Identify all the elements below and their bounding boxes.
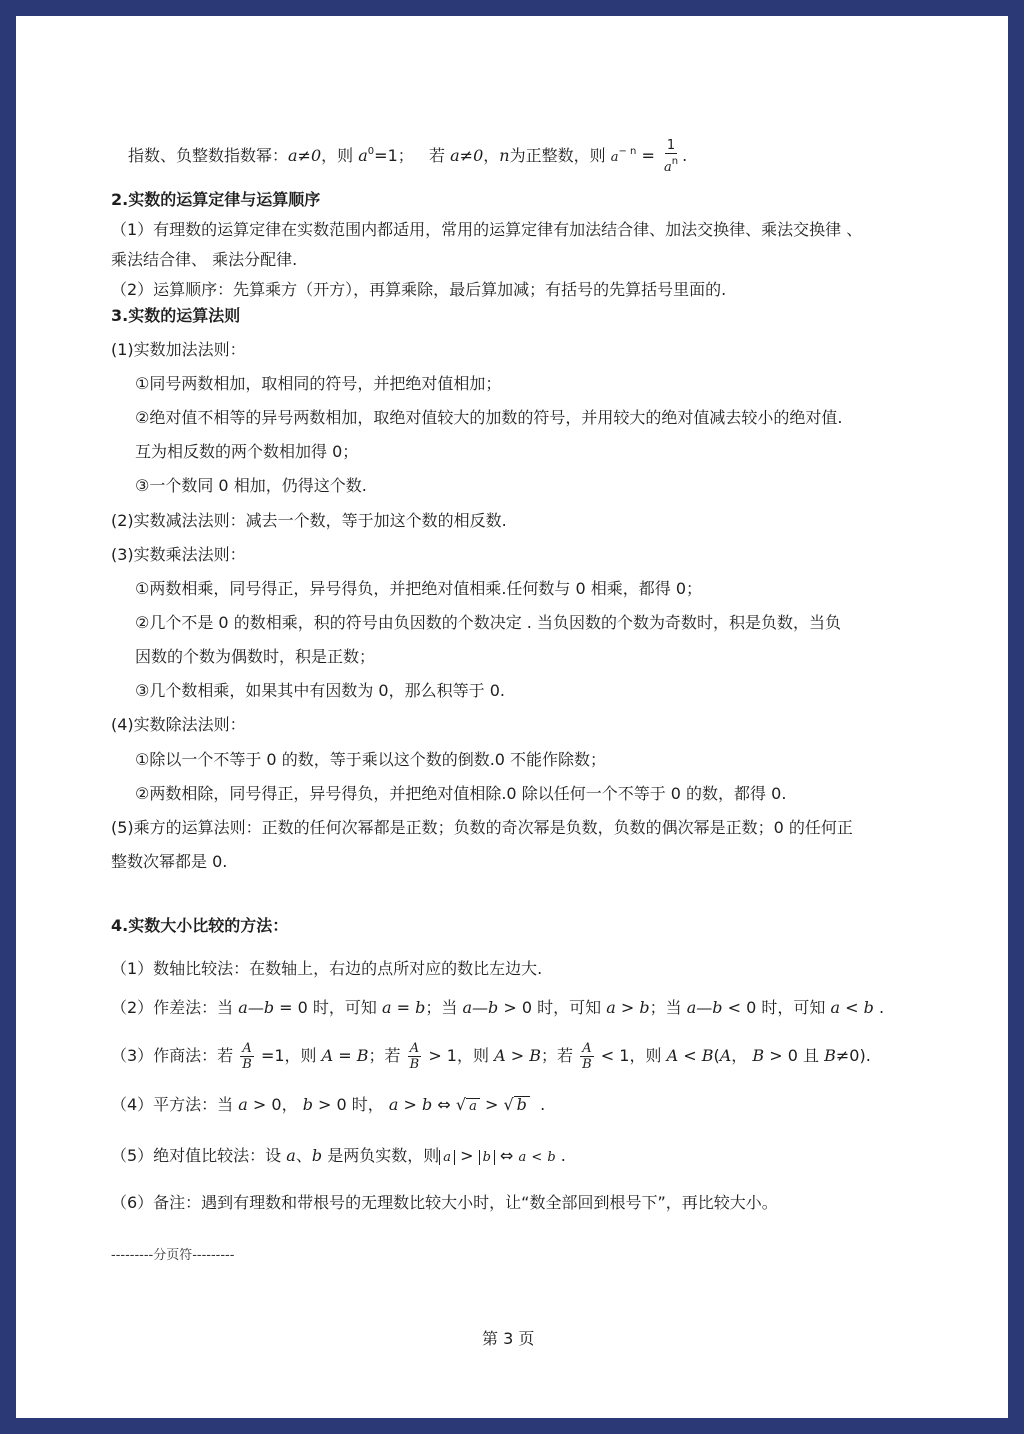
text: ≠0). (835, 1046, 871, 1065)
math-var: a (286, 1146, 296, 1165)
math-var: B (529, 1046, 542, 1065)
math-var: A (494, 1046, 506, 1065)
section-2-paragraph-1b: 乘法结合律、 乘法分配律. (111, 250, 298, 269)
text: =1，则 (260, 1046, 317, 1065)
method-6-note: （6）备注：遇到有理数和带根号的无理数比较大小时，让“数全部回到根号下”，再比较大小。 (111, 1193, 778, 1212)
text: 是两负实数，则 (327, 1146, 440, 1165)
text: < 0 时，可知 (727, 998, 826, 1017)
math-var: a (610, 150, 619, 165)
multiplication-rule-3: ③几个数相乘，如果其中有因数为 0，那么积等于 0. (135, 681, 505, 700)
fraction-a-over-b (408, 1041, 422, 1072)
math-var: a (388, 1095, 399, 1114)
math-var: b (863, 998, 874, 1017)
math-expr: a—b (686, 998, 723, 1017)
text: < 1，则 (600, 1046, 662, 1065)
text: ；若 (541, 1046, 574, 1065)
fraction-numerator: A (242, 1041, 252, 1056)
section-2-heading: 2.实数的运算定律与运算顺序 (111, 190, 321, 209)
equivalence-arrow-icon: ⇔ (437, 1095, 451, 1114)
text: ， (731, 1046, 748, 1065)
division-rule-2: ②两数相除，同号得正，异号得负，并把绝对值相除.0 除以任何一个不等于 0 的数，都得 0. (135, 784, 787, 803)
addition-rule-3: ③一个数同 0 相加，仍得这个数. (135, 476, 367, 495)
text: < (531, 1150, 543, 1165)
exponent-rule-text: 指数、负整数指数幂： (128, 146, 289, 165)
text: < (683, 1046, 697, 1065)
text: = (338, 1046, 352, 1065)
page-number: 第 3 页 (482, 1329, 535, 1348)
method-label: （3）作商法：若 (111, 1046, 234, 1065)
multiplication-rule-2a: ②几个不是 0 的数相乘，积的符号由负因数的个数决定 . 当负因数的个数为奇数时，积是负数，当负 (135, 613, 841, 632)
math-var: a (518, 1150, 527, 1165)
text: ，则 (321, 146, 354, 165)
section-3-heading: 3.实数的运算法则 (111, 306, 241, 325)
text: > 0， (252, 1095, 298, 1114)
text: > 0 时，可知 (503, 998, 602, 1017)
math-var: B (701, 1046, 714, 1065)
absolute-value: a (439, 1150, 455, 1165)
math-var: b (311, 1146, 323, 1165)
sqrt-radicand: b (514, 1096, 530, 1113)
absolute-value: b (479, 1150, 495, 1165)
math-var: b (547, 1150, 556, 1165)
exponent-rule-line (128, 138, 687, 175)
text: > 0 时， (318, 1095, 384, 1114)
math-var: A (719, 1046, 732, 1065)
text: > (484, 1095, 499, 1114)
math-var: B (824, 1046, 836, 1065)
text: = 0 时，可知 (279, 998, 377, 1017)
text: 、 (295, 1146, 312, 1165)
text: = (396, 998, 411, 1017)
addition-rule-title: (1)实数加法法则： (111, 340, 246, 359)
text: > 1，则 (428, 1046, 489, 1065)
superscript: 0 (367, 146, 375, 157)
math-var: A (321, 1046, 334, 1065)
fraction-a-over-b (240, 1041, 254, 1072)
math-var: a (830, 998, 841, 1017)
math-var: A (666, 1046, 679, 1065)
section-4-heading: 4.实数大小比较的方法： (111, 916, 289, 935)
text: > 0 且 (769, 1046, 820, 1065)
math-var: b (415, 998, 426, 1017)
method-label: （4）平方法：当 (111, 1095, 234, 1114)
method-label: （5）绝对值比较法：设 (111, 1146, 282, 1165)
math-var: B (356, 1046, 369, 1065)
fraction-denominator: B (582, 1057, 592, 1072)
math-var: b (639, 998, 650, 1017)
method-1-number-line: （1）数轴比较法：在数轴上，右边的点所对应的数比左边大. (111, 959, 543, 978)
text: . (540, 1095, 546, 1114)
text: 若 (429, 146, 446, 165)
sqrt-radicand: a (466, 1098, 480, 1115)
document-page (16, 16, 1008, 1418)
math-expr: a—b (462, 998, 499, 1017)
addition-rule-2a: ②绝对值不相等的异号两数相加，取绝对值较大的加数的符号，并用较大的绝对值减去较小的绝对值. (135, 408, 843, 427)
section-2-paragraph-1a: （1）有理数的运算定律在实数范围内都适用，常用的运算定律有加法结合律、加法交换律、乘法交换律 、 (111, 220, 863, 239)
method-3-quotient (111, 1036, 871, 1076)
fraction-numerator: A (409, 1041, 420, 1056)
text: . (878, 998, 885, 1017)
text: ( (713, 1046, 720, 1065)
superscript: n (671, 156, 679, 167)
text: =1； (374, 146, 414, 165)
page-break-marker: ---------分页符--------- (111, 1248, 235, 1263)
text: 为正整数，则 (509, 146, 606, 165)
fraction-numerator: A (582, 1041, 592, 1056)
fraction-denominator: B (242, 1057, 252, 1072)
fraction-a-over-b (580, 1041, 594, 1072)
fraction-1-over-a-n (662, 138, 680, 175)
math-var: b (422, 1095, 433, 1114)
multiplication-rule-title: (3)实数乘法法则： (111, 545, 246, 564)
math-expr: a—b (238, 998, 275, 1017)
text: ；当 (649, 998, 682, 1017)
superscript: − n (618, 146, 637, 157)
text: > (510, 1046, 525, 1065)
method-2-difference (111, 997, 884, 1019)
math-var: b (302, 1095, 313, 1114)
math-expr: a≠0 (450, 146, 484, 165)
math-var: B (752, 1046, 765, 1065)
power-rule-a: (5)乘方的运算法则：正数的任何次幂都是正数；负数的奇次幂是负数，负数的偶次幂是正数；0 的任何正 (111, 818, 853, 837)
text: > (460, 1146, 474, 1165)
equivalence-arrow-icon: ⇔ (499, 1146, 514, 1165)
math-var: a (358, 146, 368, 165)
division-rule-1: ①除以一个不等于 0 的数，等于乘以这个数的倒数.0 不能作除数； (135, 750, 607, 769)
subtraction-rule: (2)实数减法法则：减去一个数，等于加这个数的相反数. (111, 511, 507, 530)
section-2-paragraph-2: （2）运算顺序：先算乘方（开方），再算乘除，最后算加减；有括号的先算括号里面的. (111, 280, 727, 299)
text: > (403, 1095, 417, 1114)
multiplication-rule-2b: 因数的个数为偶数时，积是正数； (135, 647, 376, 666)
method-5-absolute (111, 1145, 566, 1169)
fraction-denominator: B (409, 1057, 420, 1072)
power-rule-b: 整数次幂都是 0. (111, 852, 228, 871)
text: . (682, 146, 688, 165)
sqrt-radical-icon: √ (503, 1095, 514, 1114)
text: > (620, 998, 635, 1017)
method-4-square (111, 1094, 545, 1116)
math-var: n (499, 146, 510, 165)
addition-rule-2b: 互为相反数的两个数相加得 0； (135, 442, 359, 461)
multiplication-rule-1: ①两数相乘，同号得正，异号得负，并把绝对值相乘.任何数与 0 相乘，都得 0； (135, 579, 703, 598)
text: = (641, 146, 655, 165)
sqrt-radical-icon: √ (455, 1095, 467, 1114)
division-rule-title: (4)实数除法法则： (111, 715, 246, 734)
fraction-numerator: 1 (666, 138, 676, 153)
text: ；若 (368, 1046, 401, 1065)
text: < (845, 998, 859, 1017)
text: ， (483, 146, 500, 165)
math-var: a (382, 998, 392, 1017)
method-label: （2）作差法：当 (111, 998, 234, 1017)
math-var: a (238, 1095, 248, 1114)
math-var: a (606, 998, 616, 1017)
text: ；当 (425, 998, 458, 1017)
addition-rule-1: ①同号两数相加，取相同的符号，并把绝对值相加； (135, 374, 502, 393)
text: . (560, 1146, 566, 1165)
math-expr: a≠0 (288, 146, 322, 165)
fraction-denominator: a (663, 160, 672, 175)
